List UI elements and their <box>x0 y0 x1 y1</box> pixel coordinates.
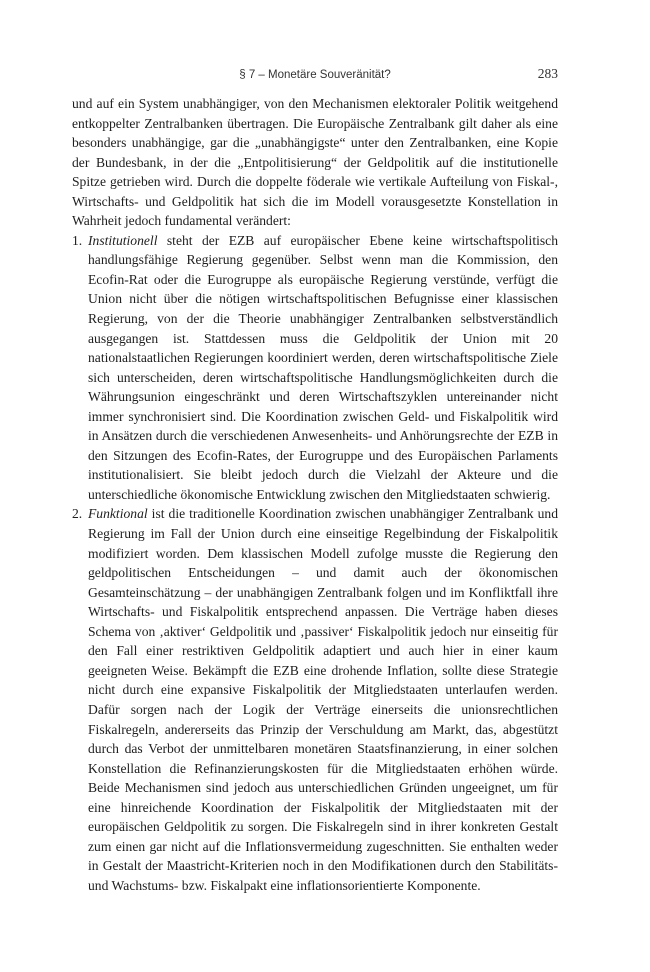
running-title: § 7 – Monetäre Souveränität? <box>239 69 391 81</box>
intro-paragraph: und auf ein System unabhängiger, von den Mechanismen elektoraler Politik weitgehend entkoppelter Zentralbanken übertragen. Die Europäische Zentralbank gilt daher als eine besonders unabhängige, gar die „unabhängigste“ unter den Zentralbanken, eine Kopie der Bundesbank, in der die „Entpolitisierung“ der Geldpolitik auf die institutionelle Spitze getrieben wird. Durch die doppelte föderale wie vertikale Aufteilung von Fiskal-, Wirtschafts- und Geldpolitik hat sich die im Modell vorausgesetzte Konstellation in Wahrheit jedoch fundamental verändert: <box>72 96 558 229</box>
list-item-term: Institutionell <box>88 232 158 248</box>
page-number: 283 <box>537 66 558 81</box>
book-page <box>72 62 558 895</box>
list-item-text: steht der EZB auf europäischer Ebene keine wirtschaftspolitisch handlungsfähige Regierung gegenüber. Selbst wenn man die Kommission, den Ecofin-Rat oder die Eurogruppe als europäische Regierung verstünde, verfügt die Union nicht über die nötigen wirtschaftspolitischen Befugnisse einer klassischen Regierung, von der die Theorie unabhängiger Zentralbanken selbstverständlich ausgegangen ist. Stattdessen muss die Geldpolitik der Union mit 20 nationalstaatlichen Regierungen koordiniert werden, deren wirtschaftspolitische Ziele sich unterscheiden, deren wirtschaftspolitische Handlungsmöglichkeiten durch die Währungsunion eingeschränkt und deren Wirtschaftszyklen untereinander nicht immer synchronisiert sind. Die Koordination zwischen Geld- und Fiskalpolitik wird in Ansätzen durch die verschiedenen Anwesenheits- und Anhörungsrechte der EZB in den Sitzungen des Ecofin-Rates, der Eurogruppe und des Europäischen Parlaments institutionalisiert. Sie bleibt jedoch durch die Vielzahl der Akteure und die unterschiedliche ökonomische Entwicklung zwischen den Mitgliedstaaten schwierig. <box>88 232 558 502</box>
list-item-funktional <box>72 504 558 895</box>
body-text <box>72 94 558 895</box>
list-item-text: ist die traditionelle Koordination zwischen unabhängiger Zentralbank und Regierung im Fall der Union durch eine einseitige Regelbindung der Fiskalpolitik modifiziert worden. Dem klassischen Modell zufolge musste die Regierung den geldpolitischen Entscheidungen – und damit auch der ökonomischen Gesamteinschätzung – der unabhängigen Zentralbank folgen und im Konfliktfall ihre Wirtschafts- und Fiskalpolitik entsprechend anpassen. Die Verträge haben dieses Schema von ‚aktiver‘ Geldpolitik und ‚passiver‘ Fiskalpolitik jedoch nur einseitig für den Fall einer restriktiven Geldpolitik adaptiert und auch hier in einer kaum geeigneten Weise. Bekämpft die EZB eine drohende Inflation, sollte diese Strategie nicht durch eine expansive Fiskalpolitik der Mitgliedstaaten unterlaufen werden. Dafür sorgen nach der Logik der Verträge einerseits die unionsrechtlichen Fiskalregeln, andererseits das Prinzip der Verschuldung am Markt, das, abgestützt durch das Verbot der unmittelbaren monetären Staatsfinanzierung, in einer solchen Konstellation die Refinanzierungskosten für die Mitgliedstaaten erhöhen würde. Beide Mechanismen sind jedoch aus unterschiedlichen Gründen ungeeignet, um für eine hinreichende Koordination der Fiskalpolitik der Mitgliedstaaten mit der europäischen Geldpolitik zu sorgen. Die Fiskalregeln sind in ihrer konkreten Gestalt zum einen gar nicht auf die Inflationsvermeidung zugeschnitten. Sie enthalten weder in Gestalt der Maastricht-Kriterien noch in den Modifikationen durch den Stabilitäts- und Wachstums- bzw. Fiskalpakt eine inflationsorientierte Komponente. <box>88 506 558 893</box>
list-item-institutionell <box>72 231 558 505</box>
list-item-term: Funktional <box>88 506 148 522</box>
numbered-list <box>72 231 558 896</box>
list-item-number: 1. <box>72 232 83 248</box>
running-header <box>72 62 558 84</box>
list-item-number: 2. <box>72 506 83 522</box>
